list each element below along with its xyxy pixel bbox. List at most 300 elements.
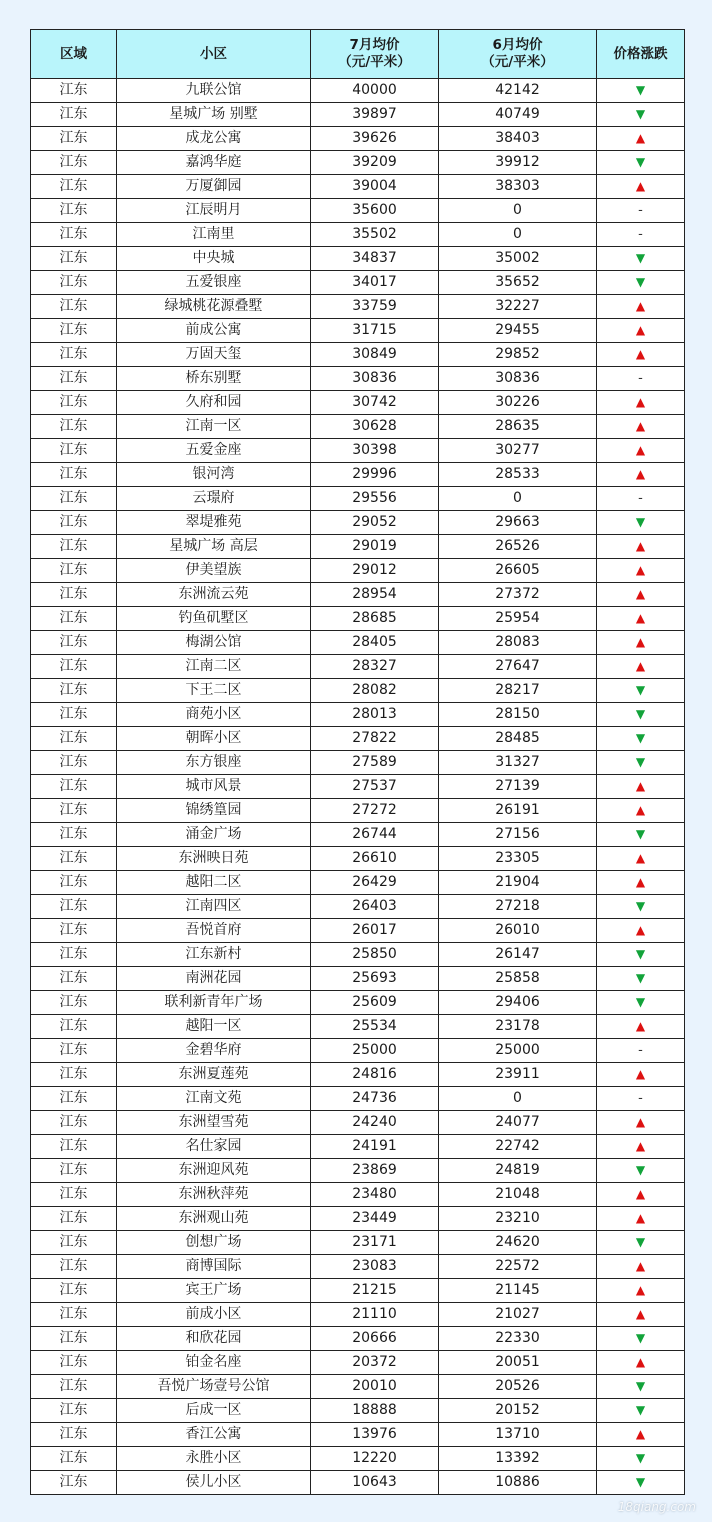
header-june-unit: （元/平米） bbox=[481, 54, 554, 70]
dash-icon: - bbox=[638, 203, 643, 218]
community-cell: 名仕家园 bbox=[117, 1135, 311, 1159]
change-cell bbox=[597, 559, 685, 583]
community-cell: 商苑小区 bbox=[117, 703, 311, 727]
change-cell bbox=[597, 247, 685, 271]
change-cell bbox=[597, 175, 685, 199]
district-cell: 江东 bbox=[31, 511, 117, 535]
change-cell bbox=[597, 223, 685, 247]
up-arrow-icon: ▲ bbox=[635, 1019, 646, 1033]
district-cell: 江东 bbox=[31, 415, 117, 439]
district-cell: 江东 bbox=[31, 103, 117, 127]
june-price-cell: 28083 bbox=[439, 631, 597, 655]
down-arrow-icon: ▼ bbox=[635, 683, 646, 697]
june-price-cell: 21904 bbox=[439, 871, 597, 895]
community-cell: 香江公寓 bbox=[117, 1423, 311, 1447]
july-price-cell: 26429 bbox=[311, 871, 439, 895]
community-cell: 东洲观山苑 bbox=[117, 1207, 311, 1231]
july-price-cell: 25850 bbox=[311, 943, 439, 967]
community-cell: 吾悦广场壹号公馆 bbox=[117, 1375, 311, 1399]
down-arrow-icon: ▼ bbox=[635, 83, 646, 97]
district-cell: 江东 bbox=[31, 703, 117, 727]
table-row bbox=[31, 463, 685, 487]
change-cell bbox=[597, 607, 685, 631]
july-price-cell: 39897 bbox=[311, 103, 439, 127]
change-cell bbox=[597, 391, 685, 415]
july-price-cell: 24191 bbox=[311, 1135, 439, 1159]
june-price-cell: 28635 bbox=[439, 415, 597, 439]
community-cell: 锦绣篁园 bbox=[117, 799, 311, 823]
table-row bbox=[31, 1255, 685, 1279]
june-price-cell: 28150 bbox=[439, 703, 597, 727]
district-cell: 江东 bbox=[31, 727, 117, 751]
up-arrow-icon: ▲ bbox=[635, 851, 646, 865]
district-cell: 江东 bbox=[31, 679, 117, 703]
header-july-label: 7月均价 bbox=[349, 37, 400, 53]
community-cell: 万厦御园 bbox=[117, 175, 311, 199]
june-price-cell: 30836 bbox=[439, 367, 597, 391]
table-row bbox=[31, 151, 685, 175]
community-cell: 银河湾 bbox=[117, 463, 311, 487]
july-price-cell: 28405 bbox=[311, 631, 439, 655]
june-price-cell: 38403 bbox=[439, 127, 597, 151]
change-cell bbox=[597, 103, 685, 127]
change-cell bbox=[597, 847, 685, 871]
table-row bbox=[31, 223, 685, 247]
june-price-cell: 42142 bbox=[439, 79, 597, 103]
table-row bbox=[31, 1471, 685, 1495]
community-cell: 金碧华府 bbox=[117, 1039, 311, 1063]
community-cell: 五爱银座 bbox=[117, 271, 311, 295]
down-arrow-icon: ▼ bbox=[635, 755, 646, 769]
up-arrow-icon: ▲ bbox=[635, 1187, 646, 1201]
june-price-cell: 0 bbox=[439, 199, 597, 223]
table-row bbox=[31, 103, 685, 127]
june-price-cell: 27156 bbox=[439, 823, 597, 847]
table-row bbox=[31, 799, 685, 823]
community-cell: 城市风景 bbox=[117, 775, 311, 799]
june-price-cell: 30226 bbox=[439, 391, 597, 415]
june-price-cell: 0 bbox=[439, 223, 597, 247]
july-price-cell: 23449 bbox=[311, 1207, 439, 1231]
district-cell: 江东 bbox=[31, 367, 117, 391]
district-cell: 江东 bbox=[31, 1087, 117, 1111]
up-arrow-icon: ▲ bbox=[635, 635, 646, 649]
july-price-cell: 30628 bbox=[311, 415, 439, 439]
down-arrow-icon: ▼ bbox=[635, 275, 646, 289]
change-cell bbox=[597, 1255, 685, 1279]
community-cell: 东洲迎风苑 bbox=[117, 1159, 311, 1183]
dash-icon: - bbox=[638, 1091, 643, 1106]
community-cell: 江南里 bbox=[117, 223, 311, 247]
up-arrow-icon: ▲ bbox=[635, 467, 646, 481]
table-row bbox=[31, 511, 685, 535]
change-cell bbox=[597, 1015, 685, 1039]
july-price-cell: 27822 bbox=[311, 727, 439, 751]
dash-icon: - bbox=[638, 491, 643, 506]
july-price-cell: 26017 bbox=[311, 919, 439, 943]
community-cell: 前成小区 bbox=[117, 1303, 311, 1327]
june-price-cell: 26147 bbox=[439, 943, 597, 967]
change-cell bbox=[597, 1207, 685, 1231]
change-cell bbox=[597, 919, 685, 943]
july-price-cell: 21110 bbox=[311, 1303, 439, 1327]
district-cell: 江东 bbox=[31, 223, 117, 247]
district-cell: 江东 bbox=[31, 991, 117, 1015]
community-cell: 江南二区 bbox=[117, 655, 311, 679]
district-cell: 江东 bbox=[31, 1351, 117, 1375]
table-body bbox=[31, 79, 685, 1495]
community-cell: 江南一区 bbox=[117, 415, 311, 439]
july-price-cell: 12220 bbox=[311, 1447, 439, 1471]
community-cell: 江南四区 bbox=[117, 895, 311, 919]
july-price-cell: 29052 bbox=[311, 511, 439, 535]
table-row bbox=[31, 751, 685, 775]
june-price-cell: 28485 bbox=[439, 727, 597, 751]
community-cell: 南洲花园 bbox=[117, 967, 311, 991]
table-row bbox=[31, 1183, 685, 1207]
up-arrow-icon: ▲ bbox=[635, 323, 646, 337]
dash-icon: - bbox=[638, 371, 643, 386]
table-row bbox=[31, 439, 685, 463]
district-cell: 江东 bbox=[31, 1255, 117, 1279]
district-cell: 江东 bbox=[31, 271, 117, 295]
table-row bbox=[31, 1159, 685, 1183]
june-price-cell: 32227 bbox=[439, 295, 597, 319]
dash-icon: - bbox=[638, 227, 643, 242]
table-row bbox=[31, 607, 685, 631]
up-arrow-icon: ▲ bbox=[635, 1259, 646, 1273]
up-arrow-icon: ▲ bbox=[635, 1307, 646, 1321]
july-price-cell: 39004 bbox=[311, 175, 439, 199]
july-price-cell: 20372 bbox=[311, 1351, 439, 1375]
table-row bbox=[31, 295, 685, 319]
header-community: 小区 bbox=[117, 30, 311, 79]
district-cell: 江东 bbox=[31, 847, 117, 871]
table-row bbox=[31, 1327, 685, 1351]
change-cell bbox=[597, 439, 685, 463]
district-cell: 江东 bbox=[31, 1111, 117, 1135]
table-row bbox=[31, 487, 685, 511]
district-cell: 江东 bbox=[31, 559, 117, 583]
june-price-cell: 20051 bbox=[439, 1351, 597, 1375]
july-price-cell: 28082 bbox=[311, 679, 439, 703]
change-cell bbox=[597, 703, 685, 727]
change-cell bbox=[597, 1279, 685, 1303]
change-cell bbox=[597, 1351, 685, 1375]
change-cell bbox=[597, 631, 685, 655]
district-cell: 江东 bbox=[31, 919, 117, 943]
change-cell bbox=[597, 871, 685, 895]
district-cell: 江东 bbox=[31, 967, 117, 991]
header-change: 价格涨跌 bbox=[597, 30, 685, 79]
july-price-cell: 24736 bbox=[311, 1087, 439, 1111]
district-cell: 江东 bbox=[31, 655, 117, 679]
change-cell bbox=[597, 79, 685, 103]
june-price-cell: 38303 bbox=[439, 175, 597, 199]
change-cell bbox=[597, 535, 685, 559]
june-price-cell: 0 bbox=[439, 487, 597, 511]
table-row bbox=[31, 1087, 685, 1111]
up-arrow-icon: ▲ bbox=[635, 131, 646, 145]
change-cell bbox=[597, 1447, 685, 1471]
table-row bbox=[31, 1351, 685, 1375]
down-arrow-icon: ▼ bbox=[635, 731, 646, 745]
community-cell: 伊美望族 bbox=[117, 559, 311, 583]
table-row bbox=[31, 343, 685, 367]
change-cell bbox=[597, 727, 685, 751]
july-price-cell: 10643 bbox=[311, 1471, 439, 1495]
june-price-cell: 20526 bbox=[439, 1375, 597, 1399]
change-cell bbox=[597, 1087, 685, 1111]
table-row bbox=[31, 1039, 685, 1063]
july-price-cell: 40000 bbox=[311, 79, 439, 103]
june-price-cell: 35002 bbox=[439, 247, 597, 271]
change-cell bbox=[597, 1231, 685, 1255]
table-row bbox=[31, 367, 685, 391]
july-price-cell: 30742 bbox=[311, 391, 439, 415]
district-cell: 江东 bbox=[31, 607, 117, 631]
community-cell: 东洲流云苑 bbox=[117, 583, 311, 607]
change-cell bbox=[597, 199, 685, 223]
community-cell: 东洲映日苑 bbox=[117, 847, 311, 871]
change-cell bbox=[597, 1471, 685, 1495]
july-price-cell: 25693 bbox=[311, 967, 439, 991]
table-row bbox=[31, 1231, 685, 1255]
community-cell: 联利新青年广场 bbox=[117, 991, 311, 1015]
table-row bbox=[31, 199, 685, 223]
district-cell: 江东 bbox=[31, 871, 117, 895]
june-price-cell: 28533 bbox=[439, 463, 597, 487]
community-cell: 成龙公寓 bbox=[117, 127, 311, 151]
july-price-cell: 24240 bbox=[311, 1111, 439, 1135]
up-arrow-icon: ▲ bbox=[635, 1355, 646, 1369]
down-arrow-icon: ▼ bbox=[635, 1331, 646, 1345]
up-arrow-icon: ▲ bbox=[635, 1115, 646, 1129]
district-cell: 江东 bbox=[31, 1447, 117, 1471]
down-arrow-icon: ▼ bbox=[635, 1379, 646, 1393]
june-price-cell: 24620 bbox=[439, 1231, 597, 1255]
june-price-cell: 26605 bbox=[439, 559, 597, 583]
district-cell: 江东 bbox=[31, 463, 117, 487]
july-price-cell: 25000 bbox=[311, 1039, 439, 1063]
community-cell: 星城广场 高层 bbox=[117, 535, 311, 559]
july-price-cell: 20010 bbox=[311, 1375, 439, 1399]
change-cell bbox=[597, 991, 685, 1015]
down-arrow-icon: ▼ bbox=[635, 827, 646, 841]
district-cell: 江东 bbox=[31, 895, 117, 919]
july-price-cell: 39209 bbox=[311, 151, 439, 175]
july-price-cell: 13976 bbox=[311, 1423, 439, 1447]
community-cell: 前成公寓 bbox=[117, 319, 311, 343]
district-cell: 江东 bbox=[31, 1207, 117, 1231]
change-cell bbox=[597, 1303, 685, 1327]
header-july-unit: （元/平米） bbox=[338, 54, 411, 70]
june-price-cell: 26010 bbox=[439, 919, 597, 943]
table-row bbox=[31, 655, 685, 679]
district-cell: 江东 bbox=[31, 1039, 117, 1063]
june-price-cell: 29852 bbox=[439, 343, 597, 367]
july-price-cell: 27272 bbox=[311, 799, 439, 823]
up-arrow-icon: ▲ bbox=[635, 1427, 646, 1441]
district-cell: 江东 bbox=[31, 1159, 117, 1183]
july-price-cell: 35600 bbox=[311, 199, 439, 223]
up-arrow-icon: ▲ bbox=[635, 923, 646, 937]
community-cell: 江辰明月 bbox=[117, 199, 311, 223]
change-cell bbox=[597, 127, 685, 151]
june-price-cell: 23305 bbox=[439, 847, 597, 871]
up-arrow-icon: ▲ bbox=[635, 803, 646, 817]
community-cell: 东洲望雪苑 bbox=[117, 1111, 311, 1135]
table-row bbox=[31, 127, 685, 151]
table-row bbox=[31, 1207, 685, 1231]
change-cell bbox=[597, 151, 685, 175]
district-cell: 江东 bbox=[31, 1399, 117, 1423]
district-cell: 江东 bbox=[31, 487, 117, 511]
change-cell bbox=[597, 1039, 685, 1063]
community-cell: 久府和园 bbox=[117, 391, 311, 415]
table-row bbox=[31, 1423, 685, 1447]
community-cell: 云璟府 bbox=[117, 487, 311, 511]
community-cell: 侯儿小区 bbox=[117, 1471, 311, 1495]
community-cell: 宾王广场 bbox=[117, 1279, 311, 1303]
july-price-cell: 24816 bbox=[311, 1063, 439, 1087]
change-cell bbox=[597, 1399, 685, 1423]
up-arrow-icon: ▲ bbox=[635, 419, 646, 433]
june-price-cell: 22742 bbox=[439, 1135, 597, 1159]
july-price-cell: 20666 bbox=[311, 1327, 439, 1351]
down-arrow-icon: ▼ bbox=[635, 707, 646, 721]
up-arrow-icon: ▲ bbox=[635, 563, 646, 577]
table-row bbox=[31, 823, 685, 847]
june-price-cell: 25858 bbox=[439, 967, 597, 991]
change-cell bbox=[597, 367, 685, 391]
table-row bbox=[31, 895, 685, 919]
down-arrow-icon: ▼ bbox=[635, 1163, 646, 1177]
district-cell: 江东 bbox=[31, 1375, 117, 1399]
change-cell bbox=[597, 823, 685, 847]
july-price-cell: 26403 bbox=[311, 895, 439, 919]
june-price-cell: 22330 bbox=[439, 1327, 597, 1351]
june-price-cell: 21027 bbox=[439, 1303, 597, 1327]
table-row bbox=[31, 391, 685, 415]
change-cell bbox=[597, 1327, 685, 1351]
community-cell: 五爱金座 bbox=[117, 439, 311, 463]
district-cell: 江东 bbox=[31, 1063, 117, 1087]
change-cell bbox=[597, 895, 685, 919]
table-row bbox=[31, 1303, 685, 1327]
table-row bbox=[31, 271, 685, 295]
down-arrow-icon: ▼ bbox=[635, 1451, 646, 1465]
price-table bbox=[30, 29, 685, 1495]
district-cell: 江东 bbox=[31, 151, 117, 175]
change-cell bbox=[597, 799, 685, 823]
up-arrow-icon: ▲ bbox=[635, 611, 646, 625]
june-price-cell: 13710 bbox=[439, 1423, 597, 1447]
community-cell: 和欣花园 bbox=[117, 1327, 311, 1351]
table-row bbox=[31, 559, 685, 583]
june-price-cell: 40749 bbox=[439, 103, 597, 127]
july-price-cell: 23083 bbox=[311, 1255, 439, 1279]
district-cell: 江东 bbox=[31, 943, 117, 967]
community-cell: 商博国际 bbox=[117, 1255, 311, 1279]
table-row bbox=[31, 1111, 685, 1135]
community-cell: 越阳一区 bbox=[117, 1015, 311, 1039]
change-cell bbox=[597, 415, 685, 439]
change-cell bbox=[597, 655, 685, 679]
july-price-cell: 29996 bbox=[311, 463, 439, 487]
july-price-cell: 23480 bbox=[311, 1183, 439, 1207]
district-cell: 江东 bbox=[31, 247, 117, 271]
dash-icon: - bbox=[638, 1043, 643, 1058]
july-price-cell: 34017 bbox=[311, 271, 439, 295]
down-arrow-icon: ▼ bbox=[635, 515, 646, 529]
table-row bbox=[31, 703, 685, 727]
change-cell bbox=[597, 1423, 685, 1447]
july-price-cell: 28685 bbox=[311, 607, 439, 631]
up-arrow-icon: ▲ bbox=[635, 875, 646, 889]
table-row bbox=[31, 247, 685, 271]
up-arrow-icon: ▲ bbox=[635, 1067, 646, 1081]
header-july-price bbox=[311, 30, 439, 79]
table-header-row bbox=[31, 30, 685, 79]
district-cell: 江东 bbox=[31, 1183, 117, 1207]
district-cell: 江东 bbox=[31, 391, 117, 415]
community-cell: 永胜小区 bbox=[117, 1447, 311, 1471]
change-cell bbox=[597, 1063, 685, 1087]
july-price-cell: 34837 bbox=[311, 247, 439, 271]
july-price-cell: 28327 bbox=[311, 655, 439, 679]
up-arrow-icon: ▲ bbox=[635, 395, 646, 409]
table-row bbox=[31, 583, 685, 607]
district-cell: 江东 bbox=[31, 535, 117, 559]
july-price-cell: 29012 bbox=[311, 559, 439, 583]
down-arrow-icon: ▼ bbox=[635, 1475, 646, 1489]
community-cell: 吾悦首府 bbox=[117, 919, 311, 943]
june-price-cell: 23178 bbox=[439, 1015, 597, 1039]
june-price-cell: 27218 bbox=[439, 895, 597, 919]
table-row bbox=[31, 775, 685, 799]
down-arrow-icon: ▼ bbox=[635, 155, 646, 169]
table-row bbox=[31, 1135, 685, 1159]
community-cell: 嘉鸿华庭 bbox=[117, 151, 311, 175]
july-price-cell: 26610 bbox=[311, 847, 439, 871]
june-price-cell: 29663 bbox=[439, 511, 597, 535]
district-cell: 江东 bbox=[31, 823, 117, 847]
up-arrow-icon: ▲ bbox=[635, 347, 646, 361]
july-price-cell: 23171 bbox=[311, 1231, 439, 1255]
community-cell: 东洲夏莲苑 bbox=[117, 1063, 311, 1087]
change-cell bbox=[597, 271, 685, 295]
july-price-cell: 39626 bbox=[311, 127, 439, 151]
up-arrow-icon: ▲ bbox=[635, 587, 646, 601]
june-price-cell: 27372 bbox=[439, 583, 597, 607]
district-cell: 江东 bbox=[31, 751, 117, 775]
down-arrow-icon: ▼ bbox=[635, 251, 646, 265]
june-price-cell: 30277 bbox=[439, 439, 597, 463]
change-cell bbox=[597, 943, 685, 967]
up-arrow-icon: ▲ bbox=[635, 299, 646, 313]
down-arrow-icon: ▼ bbox=[635, 971, 646, 985]
district-cell: 江东 bbox=[31, 175, 117, 199]
up-arrow-icon: ▲ bbox=[635, 779, 646, 793]
district-cell: 江东 bbox=[31, 1303, 117, 1327]
corner-watermark: 18qiang.com bbox=[617, 1500, 696, 1514]
july-price-cell: 21215 bbox=[311, 1279, 439, 1303]
table-row bbox=[31, 175, 685, 199]
june-price-cell: 22572 bbox=[439, 1255, 597, 1279]
july-price-cell: 27537 bbox=[311, 775, 439, 799]
table-row bbox=[31, 1063, 685, 1087]
